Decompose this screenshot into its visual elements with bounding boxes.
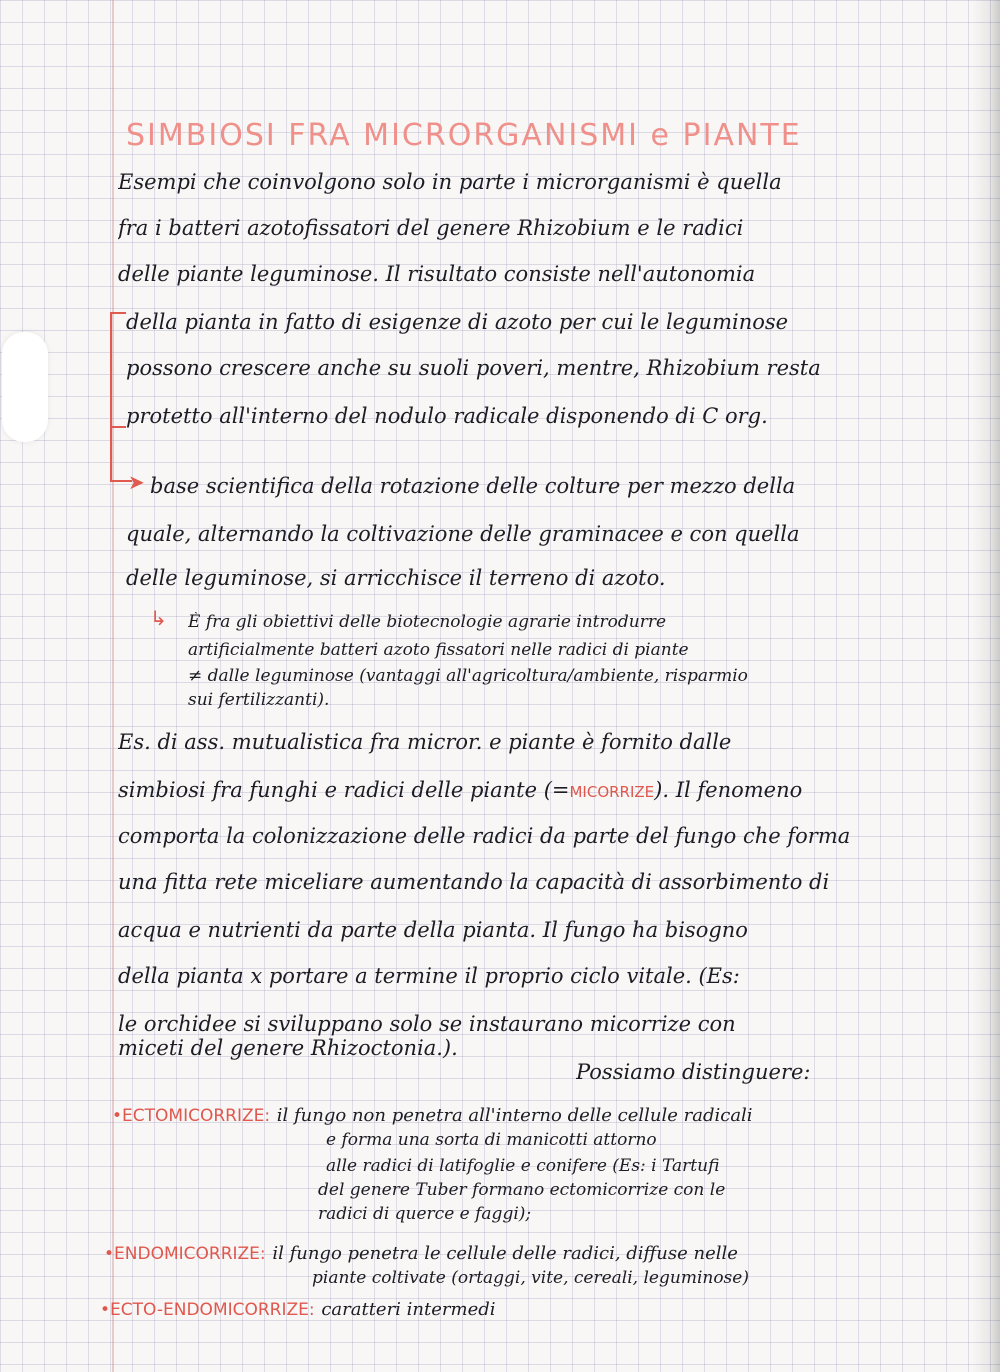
text-segment: simbiosi fra funghi e radici delle piante (=: [118, 778, 570, 802]
text-line: radici di querce e faggi);: [318, 1204, 532, 1224]
endomicorrize-label: •ENDOMICORRIZE:: [104, 1244, 266, 1264]
text-line: delle leguminose, si arricchisce il terreno di azoto.: [126, 566, 666, 590]
text-line: Es. di ass. mutualistica fra micror. e piante è fornito dalle: [118, 730, 732, 754]
text-line: della pianta in fatto di esigenze di azoto per cui le leguminose: [126, 310, 789, 334]
text-line: comporta la colonizzazione delle radici da parte del fungo che forma: [118, 824, 851, 848]
text-line: artificialmente batteri azoto fissatori nelle radici di piante: [188, 640, 689, 660]
margin-line: [112, 0, 114, 1372]
arrow-right-icon: ↳: [150, 606, 167, 630]
ectomicorrize-label: •ECTOMICORRIZE:: [112, 1106, 271, 1126]
text-line: delle piante leguminose. Il risultato consiste nell'autonomia: [118, 262, 756, 286]
text-segment: il fungo penetra le cellule delle radici, diffuse nelle: [272, 1243, 738, 1264]
text-line: possono crescere anche su suoli poveri, mentre, Rhizobium resta: [126, 356, 821, 380]
text-line: quale, alternando la coltivazione delle graminacee e con quella: [126, 522, 800, 546]
text-line: [118, 778, 878, 802]
text-line: protetto all'interno del nodulo radicale disponendo di C org.: [126, 404, 768, 428]
page-title: SIMBIOSI FRA MICRORGANISMI e PIANTE: [126, 118, 802, 153]
text-line: base scientifica della rotazione delle colture per mezzo della: [150, 474, 796, 498]
arrow-right-icon: ➤: [128, 470, 145, 494]
text-line: e forma una sorta di manicotti attorno: [326, 1130, 657, 1150]
text-line: le orchidee si sviluppano solo se instaurano micorrize con: [118, 1012, 736, 1036]
text-line: Possiamo distinguere:: [576, 1060, 811, 1084]
text-line: fra i batteri azotofissatori del genere Rhizobium e le radici: [118, 216, 744, 240]
text-line: piante coltivate (ortaggi, vite, cereali, leguminose): [312, 1268, 749, 1288]
text-line: [112, 1102, 872, 1126]
text-segment: ). Il fenomeno: [654, 778, 803, 802]
text-line: È fra gli obiettivi delle biotecnologie agrarie introdurre: [188, 612, 667, 632]
text-line: della pianta x portare a termine il proprio ciclo vitale. (Es:: [118, 964, 740, 988]
text-line: [100, 1296, 860, 1320]
text-line: ≠ dalle leguminose (vantaggi all'agricoltura/ambiente, risparmio: [188, 666, 748, 686]
text-line: Esempi che coinvolgono solo in parte i microrganismi è quella: [118, 170, 782, 194]
bracket-tail: [110, 424, 112, 482]
text-line: miceti del genere Rhizoctonia.).: [118, 1036, 458, 1060]
ecto-endomicorrize-label: •ECTO-ENDOMICORRIZE:: [100, 1300, 315, 1320]
text-line: sui fertilizzanti).: [188, 690, 330, 710]
punch-hole: [2, 332, 48, 442]
text-line: acqua e nutrienti da parte della pianta. Il fungo ha bisogno: [118, 918, 748, 942]
text-segment: caratteri intermedi: [321, 1299, 496, 1320]
page-edge-shadow: [972, 0, 1000, 1372]
text-line: [104, 1240, 864, 1264]
text-segment: il fungo non penetra all'interno delle cellule radicali: [276, 1105, 753, 1126]
highlight-micorrize: MICORRIZE: [569, 783, 655, 801]
bracket-mark: [110, 312, 126, 428]
text-line: alle radici di latifoglie e conifere (Es: i Tartufi: [326, 1156, 720, 1176]
text-line: del genere Tuber formano ectomicorrize con le: [318, 1180, 726, 1200]
text-line: una fitta rete miceliare aumentando la capacità di assorbimento di: [118, 870, 830, 894]
